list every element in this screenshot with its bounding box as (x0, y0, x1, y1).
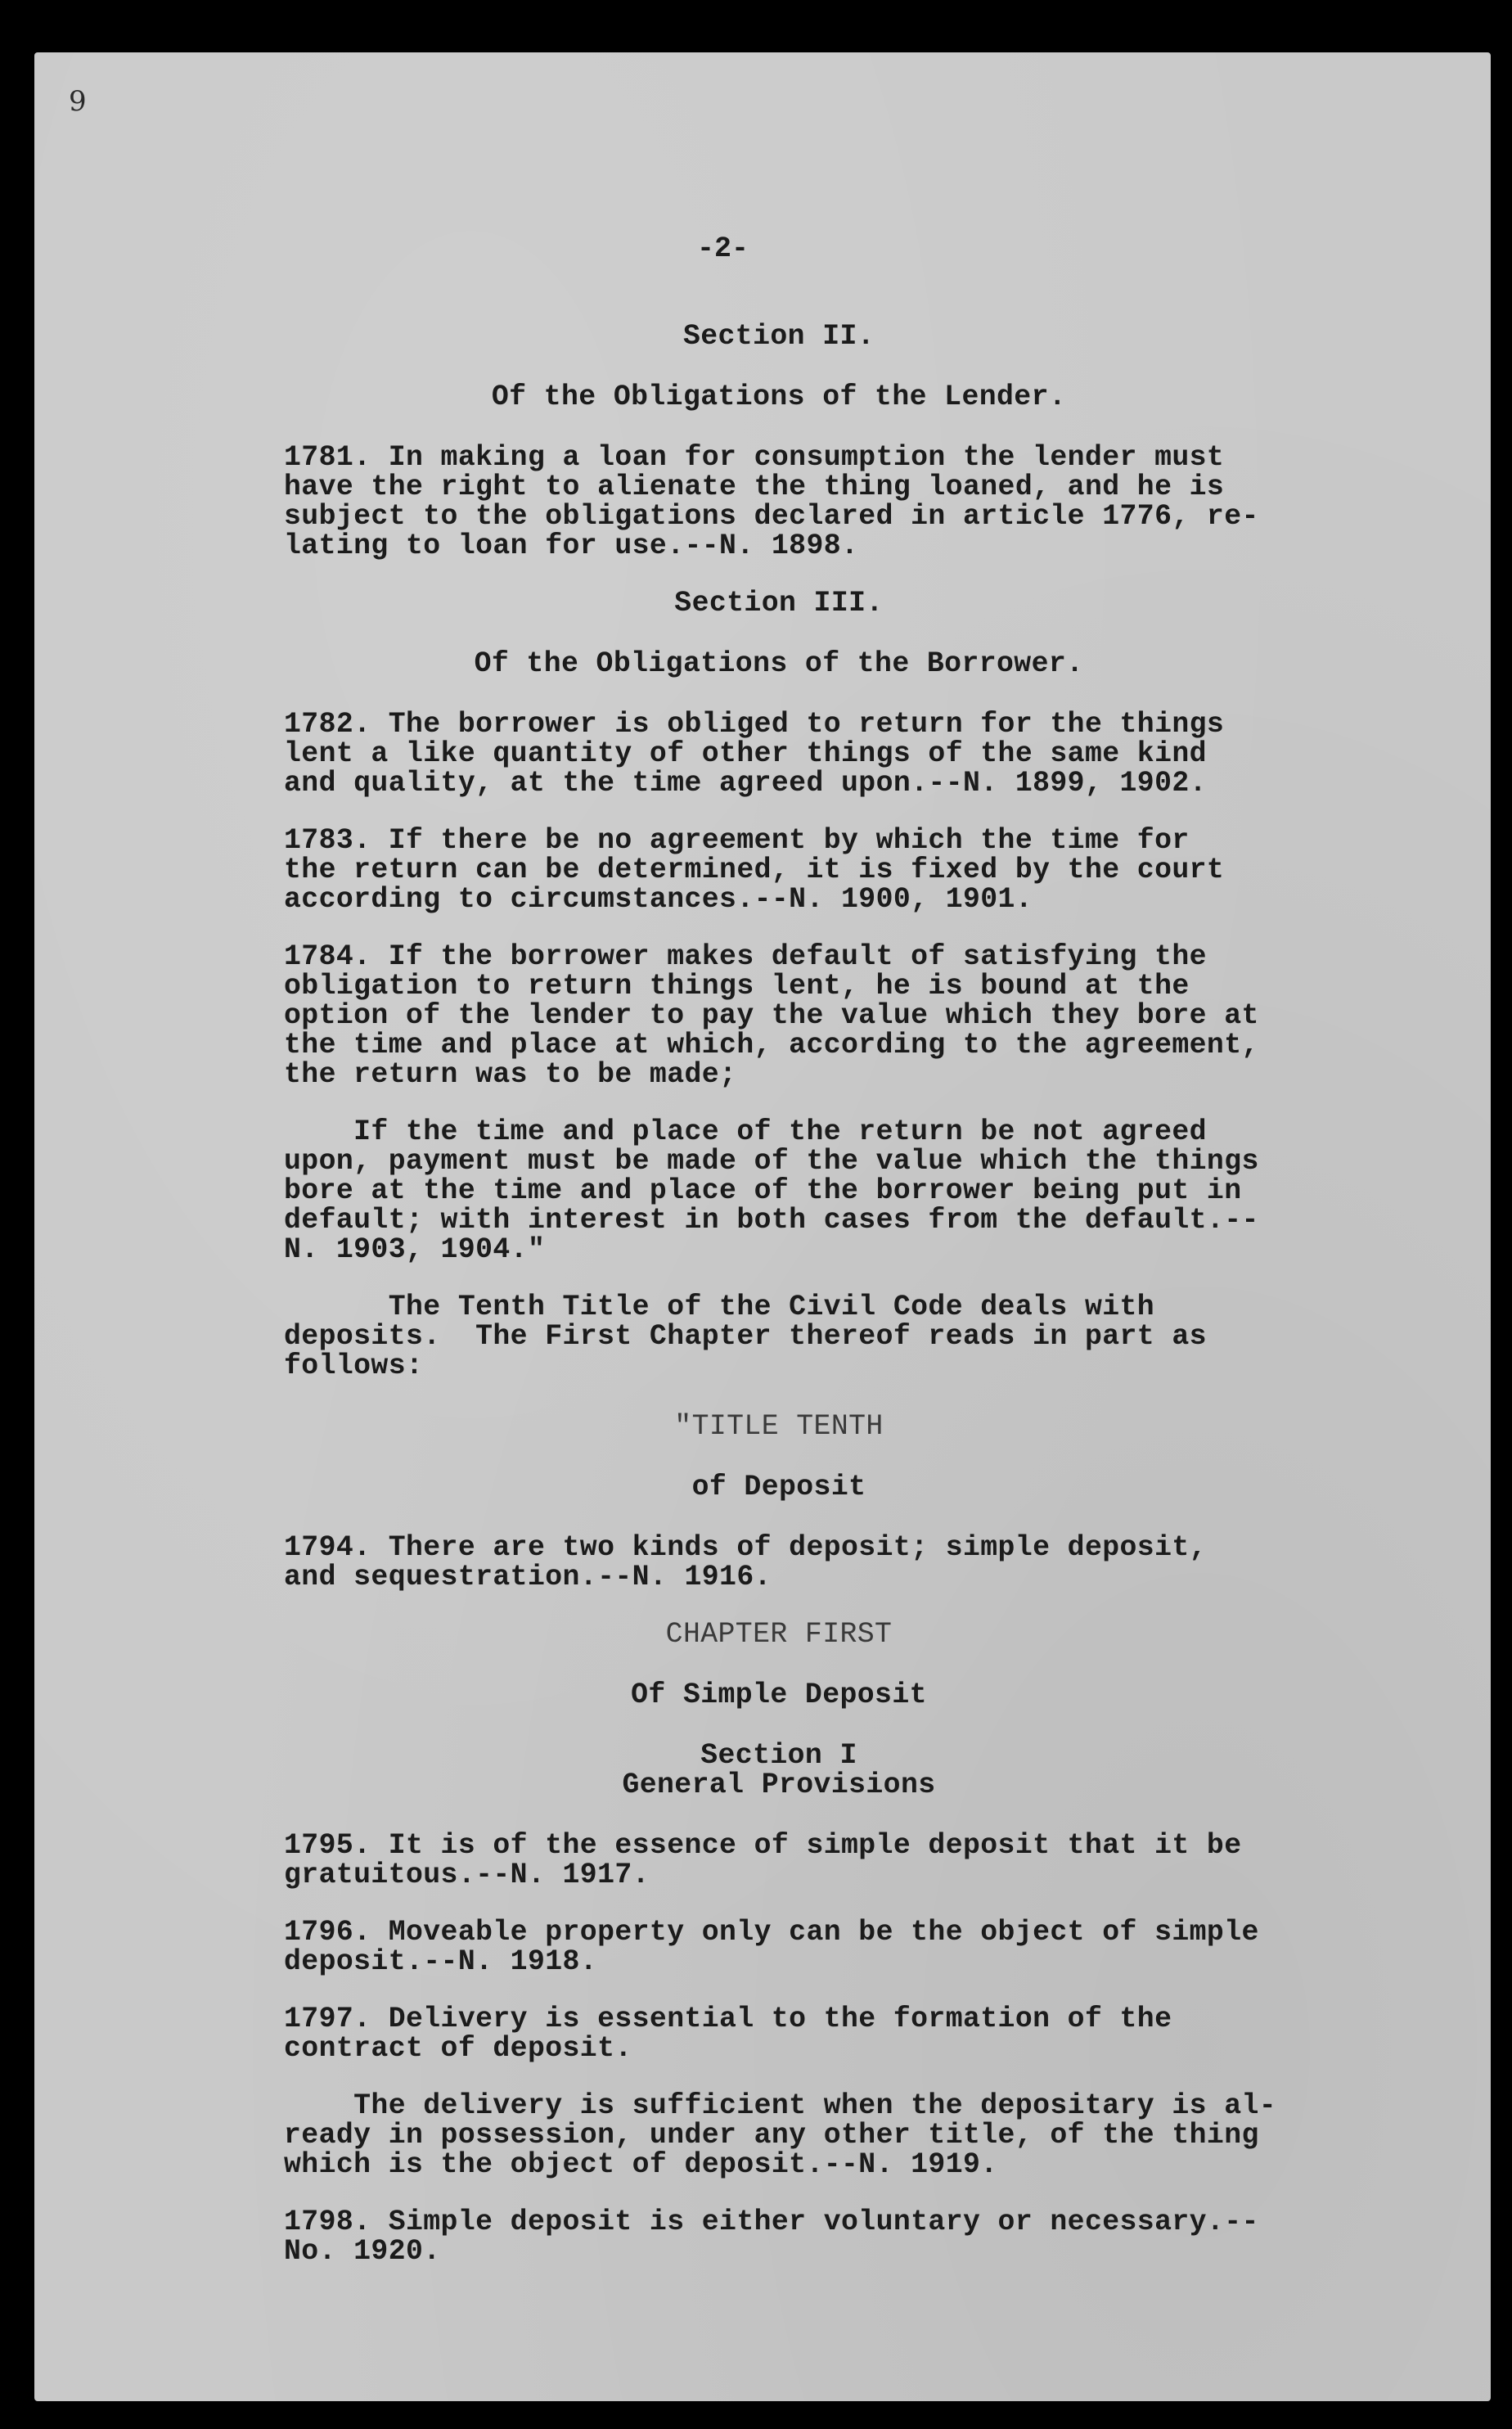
text-line: lating to loan for use.--N. 1898. (284, 530, 859, 562)
article-1797-continued (284, 2092, 1413, 2180)
article-1781 (284, 444, 1413, 561)
text-line: deposits. The First Chapter thereof reads in part as (284, 1321, 1207, 1353)
text-line: default; with interest in both cases from the default.-- (284, 1205, 1259, 1237)
text-line: lent a like quantity of other things of the same kind (284, 738, 1207, 770)
text-line: option of the lender to pay the value which they bore at (284, 1000, 1259, 1032)
section-title: Of the Obligations of the Borrower. (474, 648, 1084, 680)
article-1797 (284, 2005, 1413, 2064)
chapter-title: Of Simple Deposit (631, 1679, 927, 1711)
text-line: 1781. In making a loan for consumption the lender must (284, 442, 1225, 474)
article-1784-continued (284, 1118, 1413, 1265)
text-line: No. 1920. (284, 2236, 441, 2268)
title-heading: "TITLE TENTH (674, 1411, 884, 1443)
chapter-heading: CHAPTER FIRST (665, 1619, 893, 1651)
section-heading: Section II. (682, 321, 875, 353)
article-1784 (284, 943, 1413, 1090)
document-page (34, 52, 1491, 2401)
text-line: bore at the time and place of the borrower being put in (284, 1175, 1242, 1207)
text-line: 1798. Simple deposit is either voluntary or necessary.-- (284, 2206, 1259, 2238)
text-line: 1782. The borrower is obliged to return for the things (284, 709, 1225, 741)
text-line: 1796. Moveable property only can be the object of simple (284, 1917, 1259, 1949)
section-heading: Section III. (674, 588, 884, 620)
text-line: gratuitous.--N. 1917. (284, 1859, 650, 1891)
text-line: deposit.--N. 1918. (284, 1946, 598, 1978)
text-line: The Tenth Title of the Civil Code deals with (284, 1291, 1155, 1323)
article-1798 (284, 2208, 1413, 2267)
text-line: follows: (284, 1350, 424, 1382)
article-1795 (284, 1832, 1413, 1890)
text-line: N. 1903, 1904." (284, 1234, 546, 1266)
text-line: and quality, at the time agreed upon.--N. 1899, 1902. (284, 768, 1207, 800)
text-line: the return can be determined, it is fixed by the court (284, 854, 1225, 886)
text-line: 1795. It is of the essence of simple deposit that it be (284, 1830, 1242, 1862)
section-title: General Provisions (622, 1769, 936, 1801)
text-line: the return was to be made; (284, 1059, 737, 1091)
text-line: which is the object of deposit.--N. 1919. (284, 2149, 998, 2181)
text-line: If the time and place of the return be not agreed (284, 1116, 1207, 1148)
section-heading: Section I (700, 1740, 857, 1772)
title-subheading: of Deposit (691, 1471, 866, 1503)
text-line: according to circumstances.--N. 1900, 1901. (284, 884, 1033, 916)
margin-mark: 9 (69, 85, 87, 118)
article-1794 (284, 1534, 1413, 1593)
text-line: and sequestration.--N. 1916. (284, 1562, 772, 1593)
text-line: The delivery is sufficient when the depositary is al- (284, 2090, 1277, 2122)
document-body (284, 322, 1413, 2267)
section-title: Of the Obligations of the Lender. (491, 381, 1067, 413)
text-line: 1783. If there be no agreement by which the time for (284, 825, 1190, 857)
text-line: the time and place at which, according to the agreement, (284, 1030, 1259, 1061)
text-line: upon, payment must be made of the value which the things (284, 1146, 1259, 1178)
article-1782 (284, 710, 1413, 799)
narrative-paragraph (284, 1293, 1413, 1381)
text-line: obligation to return things lent, he is bound at the (284, 971, 1190, 1003)
text-line: 1784. If the borrower makes default of satisfying the (284, 941, 1207, 973)
text-line: subject to the obligations declared in article 1776, re- (284, 501, 1259, 533)
text-line: contract of deposit. (284, 2033, 632, 2065)
text-line: have the right to alienate the thing loaned, and he is (284, 471, 1225, 503)
page-number: -2- (697, 232, 749, 265)
text-line: 1794. There are two kinds of deposit; simple deposit, (284, 1532, 1207, 1564)
article-1796 (284, 1918, 1413, 1977)
text-line: 1797. Delivery is essential to the formation of the (284, 2003, 1172, 2035)
text-line: ready in possession, under any other title, of the thing (284, 2120, 1259, 2152)
article-1783 (284, 827, 1413, 915)
